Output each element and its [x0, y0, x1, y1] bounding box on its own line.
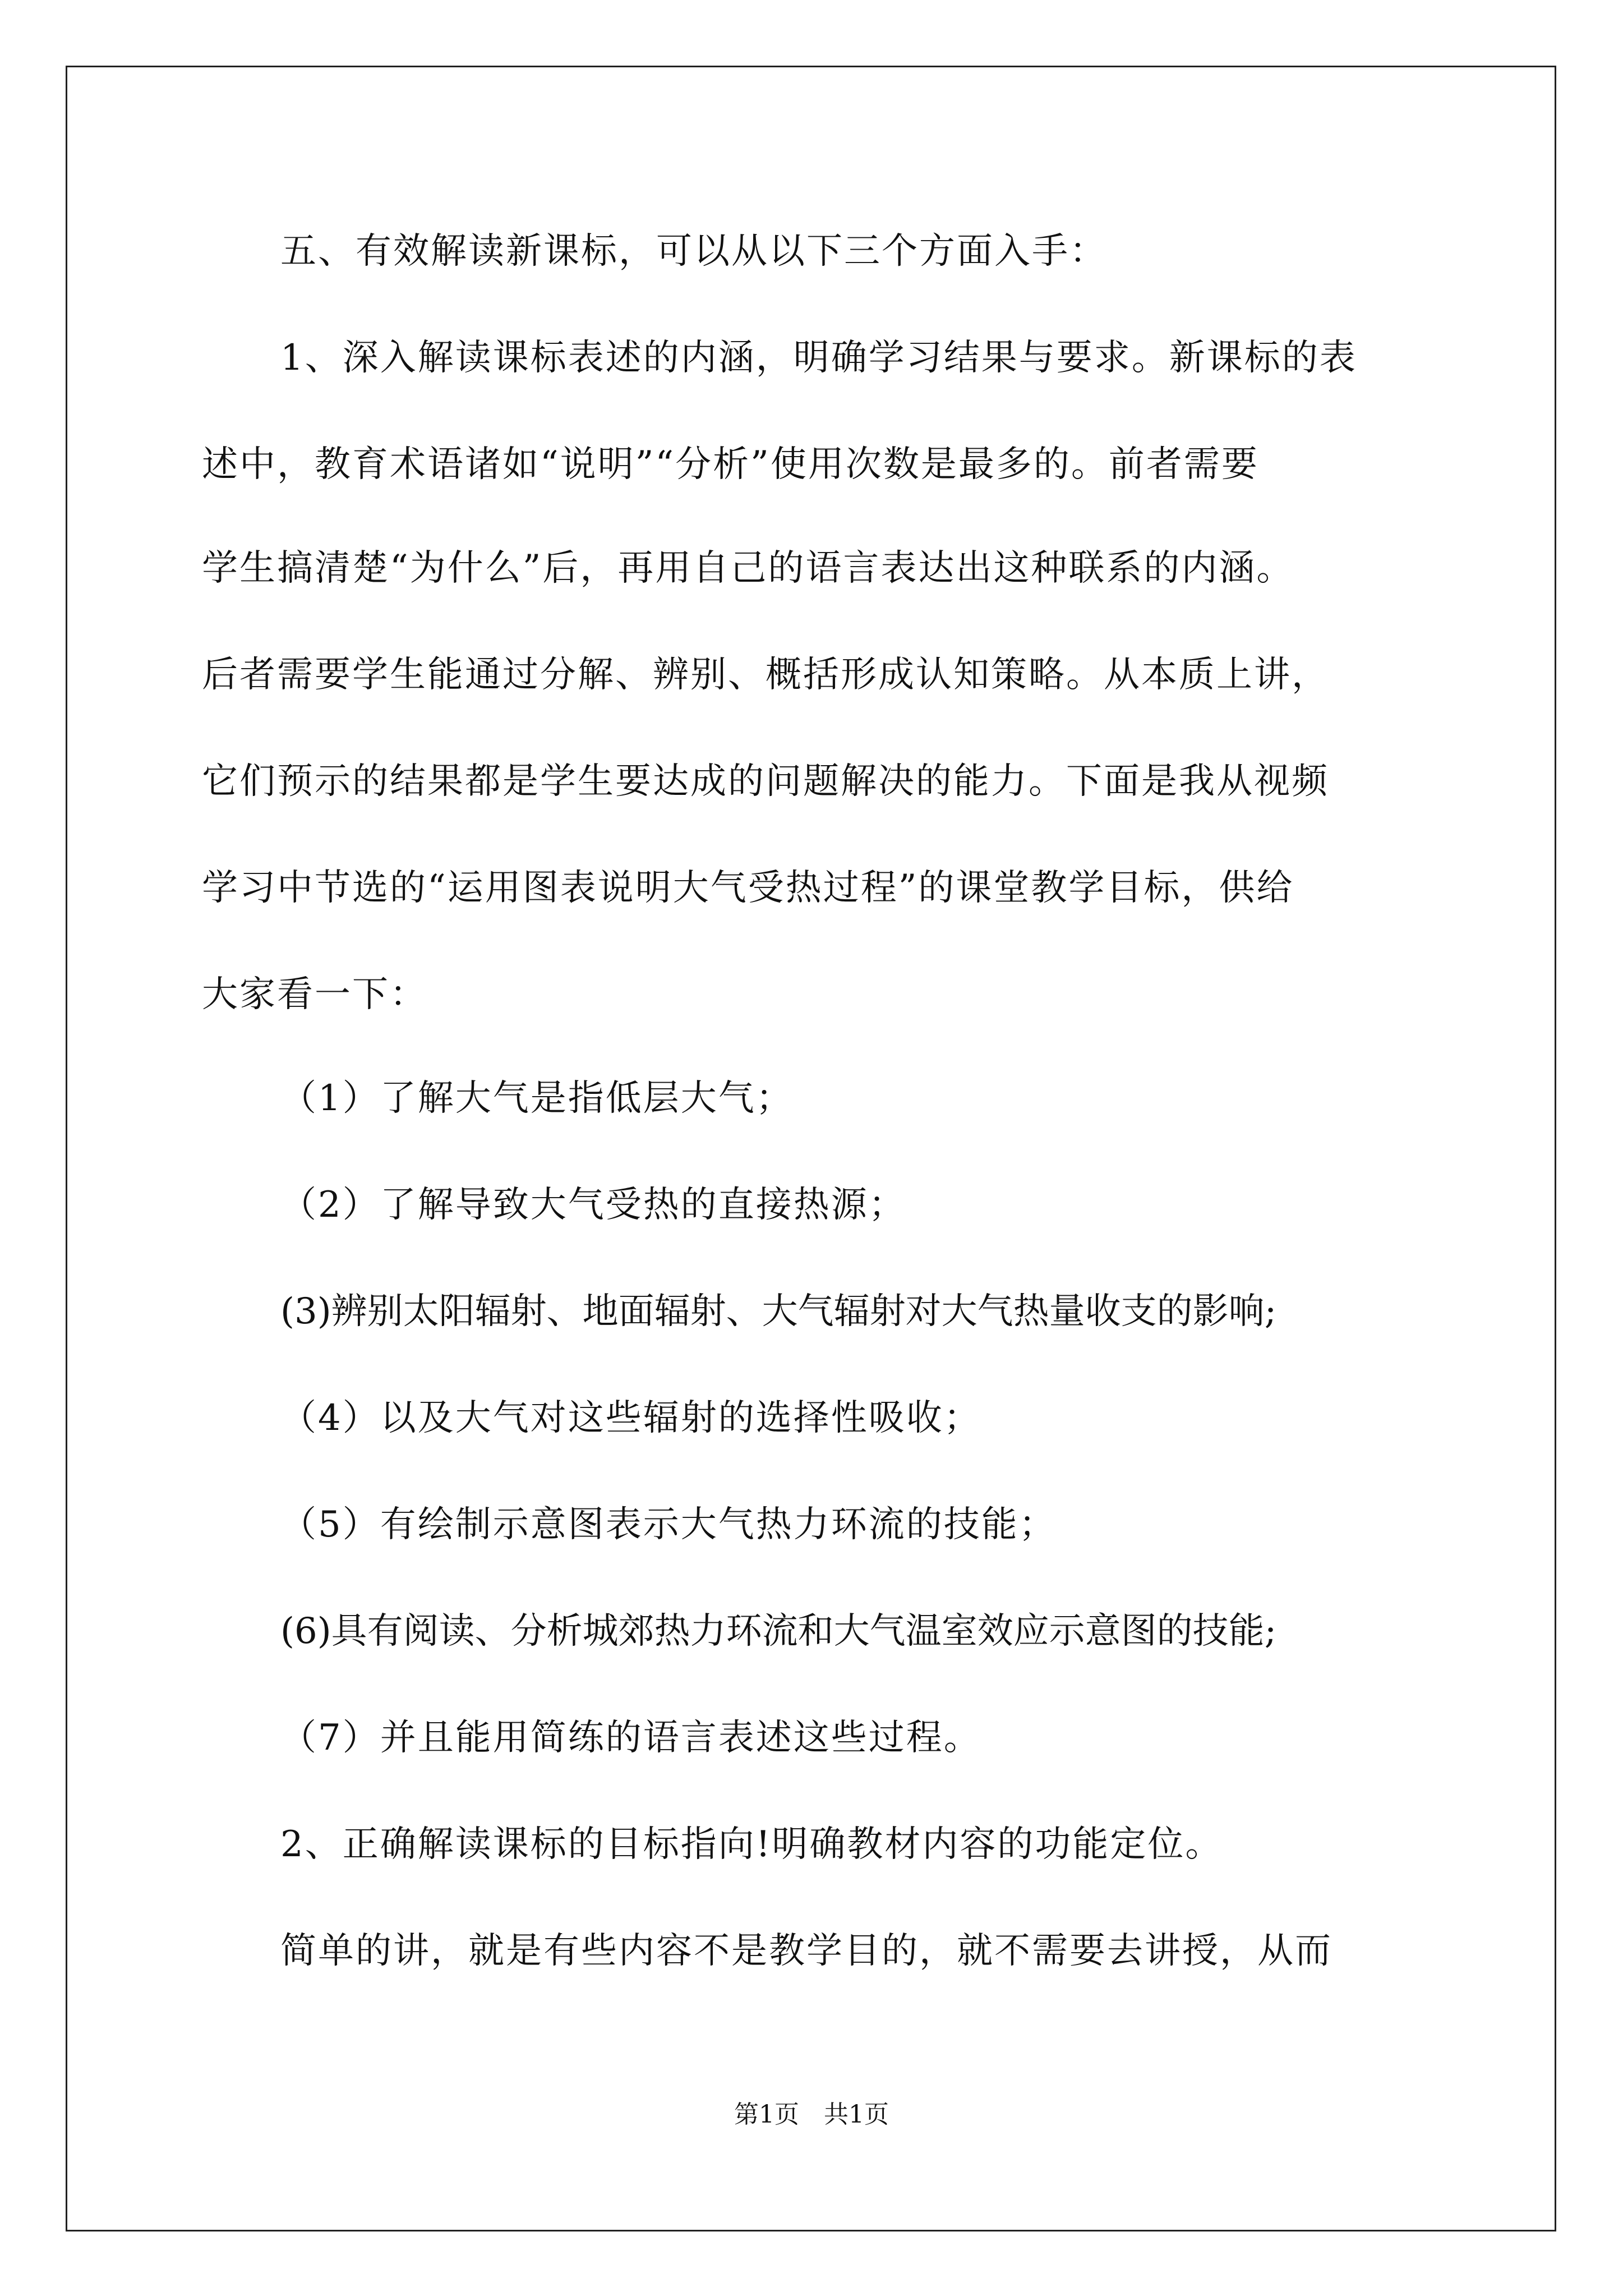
list-item: （4）以及大气对这些辐射的选择性吸收； — [280, 1397, 981, 1439]
paragraph-line: 简单的讲，就是有些内容不是教学目的，就不需要去讲授，从而 — [280, 1930, 1332, 1972]
list-item: （7）并且能用简练的语言表述这些过程。 — [280, 1717, 981, 1759]
list-item: （2）了解导致大气受热的直接热源； — [280, 1184, 906, 1226]
paragraph-line: 1、深入解读课标表述的内涵，明确学习结果与要求。新课标的表 — [280, 337, 1357, 379]
paragraph-line: 述中，教育术语诸如“说明”“分析”使用次数是最多的。前者需要 — [202, 444, 1259, 485]
paragraph-line: 学生搞清楚“为什么”后，再用自己的语言表达出这种联系的内涵。 — [202, 547, 1294, 589]
list-item: (3)辨别太阳辐射、地面辐射、大气辐射对大气热量收支的影响; — [280, 1291, 1277, 1332]
paragraph-line: 后者需要学生能通过分解、辨别、概括形成认知策略。从本质上讲， — [202, 654, 1329, 696]
list-item: （5）有绘制示意图表示大气热力环流的技能； — [280, 1504, 1057, 1545]
page-footer: 第1页 共1页 — [734, 2100, 889, 2129]
list-item: （1）了解大气是指低层大气； — [280, 1078, 794, 1119]
section-heading: 五、有效解读新课标，可以从以下三个方面入手： — [280, 231, 1107, 272]
paragraph-line: 它们预示的结果都是学生要达成的问题解决的能力。下面是我从视频 — [202, 761, 1329, 802]
paragraph-line: 学习中节选的“运用图表说明大气受热过程”的课堂教学目标，供给 — [202, 867, 1294, 909]
section-heading: 2、正确解读课标的目标指向!明确教材内容的功能定位。 — [280, 1824, 1223, 1865]
page-border — [66, 66, 1556, 2231]
paragraph-line: 大家看一下： — [202, 974, 427, 1015]
list-item: (6)具有阅读、分析城郊热力环流和大气温室效应示意图的技能; — [280, 1611, 1277, 1652]
